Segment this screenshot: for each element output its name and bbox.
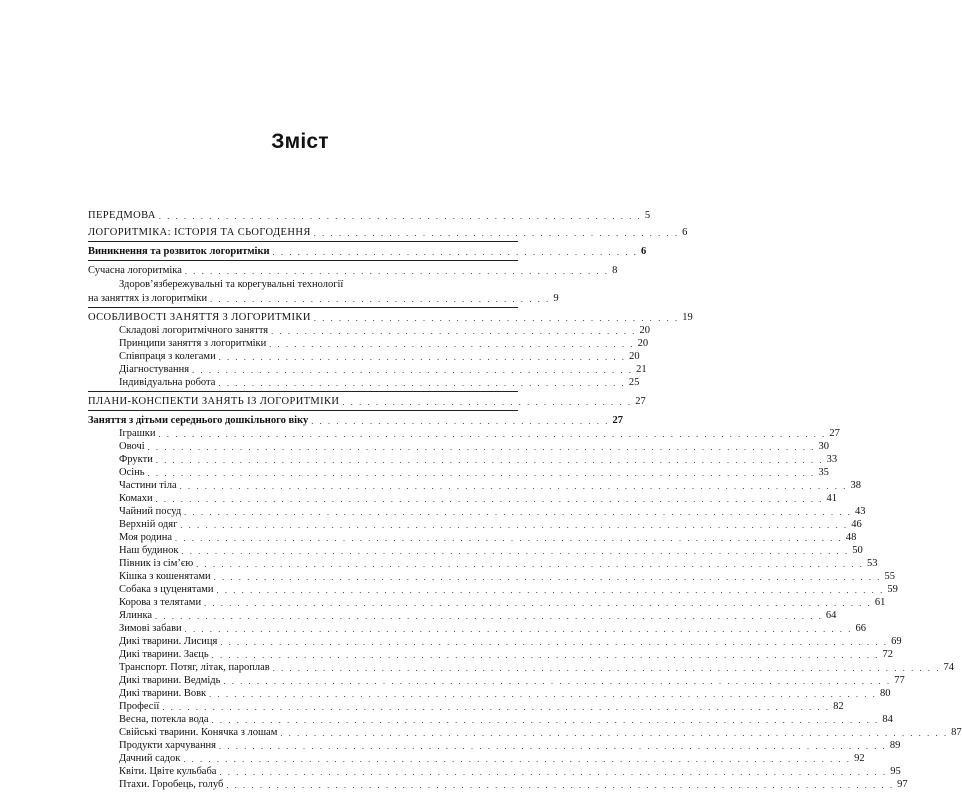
toc-page-number: 89 — [889, 740, 901, 751]
toc-entry[interactable] — [88, 376, 640, 389]
leader-dots: . . . . . . . . . . . . . . . . . . . . . . . . . . . . . . . . . . . . . . . . . . . . . . . . . . . . . . . . . . . . . . . . . . . . . . . . . . . . . . . . — [158, 430, 827, 439]
toc-entry[interactable] — [88, 395, 646, 408]
leader-dots: . . . . . . . . . . . . . . . . . . . . . . . . . . . . . . . . . . . . . . . . . . . . . . . . . . . . . . . . . . . . . . . . . . . . . . . . . . . . . . . . — [209, 690, 877, 699]
toc-entry-label: Дикі тварини. Заєць — [119, 649, 209, 660]
leader-dots: . . . . . . . . . . . . . . . . . . . . . . . . . . . . . . . . . . . . . . . . . . . . . . . . . . . . . . . . . . . . . . . . . . . . . . . . . . . . . . . . — [272, 664, 941, 673]
toc-entry-label: Корова з телятами — [119, 597, 202, 608]
toc-entry-label: Сучасна логоритміка — [88, 265, 182, 276]
leader-dots: . . . . . . . . . . . . . . . . . . . . . . . . . . . . . . . . . . . . . . . . . . . . . . . . . . . . . . . . . . . . . . . . . . . . . . . . . . . . . . . . — [179, 482, 848, 491]
toc-entry-label: Комахи — [119, 493, 153, 504]
toc-page-number: 97 — [897, 779, 908, 790]
leader-dots: . . . . . . . . . . . . . . . . . . . . . . . . . . . . . . . . . . . . . . . . . . . . . . . . . — [218, 379, 626, 388]
toc-entry[interactable] — [88, 583, 898, 596]
toc-entry-label: Частини тіла — [119, 480, 177, 491]
toc-entry[interactable] — [88, 492, 837, 505]
toc-entry-label: Осінь — [119, 467, 145, 478]
toc-entry-label: ОСОБЛИВОСТІ ЗАНЯТТЯ З ЛОГОРИТМІКИ — [88, 312, 311, 323]
toc-entry[interactable] — [88, 209, 651, 222]
toc-entry-label: Свійські тварини. Конячка з лошам — [119, 727, 278, 738]
toc-entry[interactable] — [88, 622, 866, 635]
toc-entry-label: Виникнення та розвиток логоритміки — [88, 246, 270, 257]
toc-entry-label: Дикі тварини. Вовк — [119, 688, 207, 699]
leader-dots: . . . . . . . . . . . . . . . . . . . . . . . . . . . . . . . . . . . . . . . . . . . . . . . . . . . . . . . . . . . . . . . . . . . . . . . . . . . . . . . . — [155, 612, 823, 621]
toc-entry-label: Принципи заняття з логоритміки — [119, 338, 267, 349]
leader-dots: . . . . . . . . . . . . . . . . . . . . . . . . . . . . . . . . . . . . . . . . . . . . — [313, 229, 680, 238]
toc-entry[interactable] — [88, 557, 878, 570]
toc-entry-label: Індивідуальна робота — [119, 377, 216, 388]
toc-page-number: 27 — [635, 396, 646, 407]
divider — [88, 410, 518, 411]
toc-entry-label: Весна, потекла вода — [119, 714, 209, 725]
leader-dots: . . . . . . . . . . . . . . . . . . . . . . . . . . . . . . . . . . . . . . . . . . . . . . . . . . . . . . . . . . . . . . . . . . . . . . . . . . . . . . . . — [155, 456, 824, 465]
toc-page-number: 6 — [640, 246, 647, 257]
toc-entry-label: Дикі тварини. Лисиця — [119, 636, 218, 647]
leader-dots: . . . . . . . . . . . . . . . . . . . . . . . . . . . . . . . . . . . — [342, 398, 633, 407]
toc-entry[interactable] — [88, 661, 955, 674]
toc-page-number: 35 — [818, 467, 829, 478]
leader-dots: . . . . . . . . . . . . . . . . . . . . . . . . . . . . . . . . . . . . . . . . . . . . . . . . . . . . . — [192, 366, 634, 375]
leader-dots: . . . . . . . . . . . . . . . . . . . . . . . . . . . . . . . . . . . . . . . . . — [210, 295, 551, 304]
leader-dots: . . . . . . . . . . . . . . . . . . . . . . . . . . . . . . . . . . . . . . . . . . . . . . . . . . . . . . . . . . . . . . . . . . . . . . . . . . . . . . . . — [147, 443, 816, 452]
toc-page-number: 69 — [891, 636, 902, 647]
leader-dots: . . . . . . . . . . . . . . . . . . . . . . . . . . . . . . . . . . . . . . . . . . . . . . . . . . . . . . . . . . . . . . . . . . . . . . . . . . . . . . . . — [162, 703, 831, 712]
toc-entry[interactable] — [88, 570, 895, 583]
toc-page-number: 30 — [818, 441, 829, 452]
toc-page-number: 20 — [629, 351, 640, 362]
toc-page-number: 64 — [825, 610, 837, 621]
leader-dots: . . . . . . . . . . . . . . . . . . . . . . . . . . . . . . . . . . . . . . . . . . . . . . . . . . . . . . . . . . . . . . . . . . . . . . . . . . . . . . . . — [184, 625, 853, 634]
toc-entry[interactable] — [88, 544, 863, 557]
leader-dots: . . . . . . . . . . . . . . . . . . . . . . . . . . . . . . . . . . . . . . . . . . . . . . . . . . . . . . . . . . . . . . . . . . . . . . . . . . . . . . . . — [183, 755, 852, 764]
toc-entry-label: Квіти. Цвіте кульбаба — [119, 766, 217, 777]
toc-entry-label-line2: на заняттях із логоритміки — [88, 293, 208, 304]
leader-dots: . . . . . . . . . . . . . . . . . . . . . . . . . . . . . . . . . . . . — [311, 417, 610, 426]
leader-dots: . . . . . . . . . . . . . . . . . . . . . . . . . . . . . . . . . . . . . . . . . . . . . . . . . . . . . . . . . . . . . . . . . . . . . . . . . . . . . . . . — [226, 781, 895, 790]
toc-entry-label: Продукти харчування — [119, 740, 217, 751]
leader-dots: . . . . . . . . . . . . . . . . . . . . . . . . . . . . . . . . . . . . . . . . . . . . . . . . . . . . . . . . . . . . . . . . . . . . . . . . . . . . . . . . — [147, 469, 816, 478]
toc-page-number: 20 — [639, 325, 651, 336]
toc-page-number: 9 — [553, 293, 559, 304]
toc-entry-label: Кішка з кошенятами — [119, 571, 211, 582]
leader-dots: . . . . . . . . . . . . . . . . . . . . . . . . . . . . . . . . . . . . . . . . . . . . — [271, 327, 637, 336]
toc-entry[interactable] — [88, 609, 837, 622]
leader-dots: . . . . . . . . . . . . . . . . . . . . . . . . . . . . . . . . . . . . . . . . . . . . — [313, 314, 680, 323]
toc-entry[interactable] — [88, 700, 844, 713]
toc-entry-label: Ялинка — [119, 610, 153, 621]
toc-entry-label: Фрукти — [119, 454, 153, 465]
toc-entry-label: Верхній одяг — [119, 519, 178, 530]
toc-page-number: 25 — [628, 377, 640, 388]
divider — [88, 307, 518, 308]
toc-entry-label: Транспорт. Потяг, літак, пароплав — [119, 662, 270, 673]
toc-page-number: 21 — [636, 364, 647, 375]
leader-dots: . . . . . . . . . . . . . . . . . . . . . . . . . . . . . . . . . . . . . . . . . . . . . . . . . . . . . . . . . . . . . . . . . . . . . . . . . . . . . . . . — [204, 599, 872, 608]
toc-entry[interactable] — [88, 479, 861, 492]
toc-entry[interactable] — [88, 453, 838, 466]
toc-entry[interactable] — [88, 278, 559, 305]
toc-page-number: 66 — [855, 623, 866, 634]
toc-entry[interactable] — [88, 337, 649, 350]
toc-entry-label: Професії — [119, 701, 160, 712]
toc-entry[interactable] — [88, 778, 908, 791]
toc-entry-label: Наш будинок — [119, 545, 179, 556]
leader-dots: . . . . . . . . . . . . . . . . . . . . . . . . . . . . . . . . . . . . . . . . . . . . . . . . . . . . . . . . . . . . . . . . . . . . . . . . . . . . . . . . — [184, 508, 852, 517]
divider — [88, 241, 518, 242]
toc-page-number: 72 — [882, 649, 893, 660]
toc-page-number: 27 — [829, 428, 840, 439]
leader-dots: . . . . . . . . . . . . . . . . . . . . . . . . . . . . . . . . . . . . . . . . . . . . . . . . . . . . . . . . . . . . . . . . . . . . . . . . . . . . . . . . — [223, 677, 892, 686]
leader-dots: . . . . . . . . . . . . . . . . . . . . . . . . . . . . . . . . . . . . . . . . . . . . . . . . . . . — [184, 267, 610, 276]
leader-dots: . . . . . . . . . . . . . . . . . . . . . . . . . . . . . . . . . . . . . . . . . . . . . . . . . — [218, 353, 627, 362]
leader-dots: . . . . . . . . . . . . . . . . . . . . . . . . . . . . . . . . . . . . . . . . . . . . . . . . . . . . . . . . . . . . . . . . . . . . . . . . . . . . . . . . — [175, 534, 843, 543]
toc-entry[interactable] — [88, 635, 902, 648]
toc-entry-label: Птахи. Горобець, голуб — [119, 779, 224, 790]
toc-entry[interactable] — [88, 363, 647, 376]
toc-entry[interactable] — [88, 226, 688, 239]
toc-page-number: 20 — [637, 338, 649, 349]
toc-entry-label: Заняття з дітьми середнього дошкільного віку — [88, 415, 309, 426]
toc-entry-label-line1: Здоров’язбережувальні та корегувальні технології — [119, 279, 344, 290]
leader-dots: . . . . . . . . . . . . . . . . . . . . . . . . . . . . . . . . . . . . . . . . . . . . . . . . . . . . . . . . . . . . . . . . . . . . . . . . . . . . . . . . — [219, 768, 888, 777]
toc-page-number: 59 — [887, 584, 898, 595]
leader-dots: . . . . . . . . . . . . . . . . . . . . . . . . . . . . . . . . . . . . . . . . . . . . . . . . . . . . . . . . . . . . . . . . . . . . . . . . . . . . . . . . — [180, 521, 849, 530]
toc-entry[interactable] — [88, 596, 886, 609]
leader-dots: . . . . . . . . . . . . . . . . . . . . . . . . . . . . . . . . . . . . . . . . . . . . — [272, 248, 638, 257]
leader-dots: . . . . . . . . . . . . . . . . . . . . . . . . . . . . . . . . . . . . . . . . . . . . . . . . . . . . . . . . . . . . . . . . . . . . . . . . . . . . . . . . — [181, 547, 850, 556]
toc-entry[interactable] — [88, 765, 901, 778]
toc-entry[interactable] — [88, 466, 829, 479]
toc-page-number: 87 — [951, 727, 962, 738]
toc-page-number: 80 — [879, 688, 891, 699]
toc-page-number: 27 — [612, 415, 623, 426]
toc-entry[interactable] — [88, 350, 640, 363]
toc-page-number: 82 — [833, 701, 844, 712]
leader-dots: . . . . . . . . . . . . . . . . . . . . . . . . . . . . . . . . . . . . . . . . . . . . . . . . . . . . . . . . . . . . . . . . . . . . . . . . . . . . . . . . — [216, 586, 885, 595]
toc-page-number: 61 — [874, 597, 886, 608]
toc-entry-label: Складові логоритмічного заняття — [119, 325, 269, 336]
leader-dots: . . . . . . . . . . . . . . . . . . . . . . . . . . . . . . . . . . . . . . . . . . . . . . . . . . . . . . . . . . . . . . . . . . . . . . . . . . . . . . . . — [280, 729, 949, 738]
leader-dots: . . . . . . . . . . . . . . . . . . . . . . . . . . . . . . . . . . . . . . . . . . . . . . . . . . . . . . . . . . . . . . . . . . . . . . . . . . . . . . . . — [155, 495, 824, 504]
toc-page-number: 6 — [682, 227, 688, 238]
toc-entry[interactable] — [88, 518, 862, 531]
toc-page-number: 77 — [894, 675, 905, 686]
divider — [88, 391, 518, 392]
toc-entry[interactable] — [88, 531, 857, 544]
page-title: Зміст — [271, 130, 329, 153]
table-of-contents — [88, 209, 962, 791]
toc-entry-label: Чайний посуд — [119, 506, 182, 517]
toc-entry[interactable] — [88, 245, 647, 258]
toc-entry-label: Зимові забави — [119, 623, 182, 634]
toc-page-number: 8 — [612, 265, 618, 276]
toc-page-number: 48 — [845, 532, 857, 543]
toc-entry-label: Собака з цуценятами — [119, 584, 214, 595]
toc-entry-label: ПЛАНИ-КОНСПЕКТИ ЗАНЯТЬ ІЗ ЛОГОРИТМІКИ — [88, 396, 340, 407]
toc-entry[interactable] — [88, 713, 893, 726]
toc-entry[interactable] — [88, 674, 905, 687]
toc-page-number: 74 — [943, 662, 955, 673]
toc-entry-label: Моя родина — [119, 532, 173, 543]
toc-entry-label: Дикі тварини. Ведмідь — [119, 675, 221, 686]
toc-entry[interactable] — [88, 687, 891, 700]
toc-entry-label: Півник із сім’єю — [119, 558, 194, 569]
toc-entry[interactable] — [88, 739, 901, 752]
toc-entry[interactable] — [88, 264, 618, 277]
toc-entry-label: ЛОГОРИТМІКА: ІСТОРІЯ ТА СЬОГОДЕННЯ — [88, 227, 311, 238]
sub-entry-list — [88, 427, 962, 791]
toc-entry-label: Діагностування — [119, 364, 190, 375]
toc-page-number: 43 — [854, 506, 866, 517]
toc-page-number: 46 — [851, 519, 862, 530]
leader-dots: . . . . . . . . . . . . . . . . . . . . . . . . . . . . . . . . . . . . . . . . . . . . . . . . . . . . . . . . . . . . . . . . . . . . . . . . . . . . . . . . — [211, 651, 880, 660]
toc-entry[interactable] — [88, 311, 693, 324]
leader-dots: . . . . . . . . . . . . . . . . . . . . . . . . . . . . . . . . . . . . . . . . . . . . . . . . . . . . . . . . . . . . . . . . . . . . . . . . . . . . . . . . — [219, 742, 887, 751]
leader-dots: . . . . . . . . . . . . . . . . . . . . . . . . . . . . . . . . . . . . . . . . . . . . . . . . . . . . . . . . . . — [158, 212, 642, 221]
toc-entry-label: Дачний садок — [119, 753, 181, 764]
toc-entry[interactable] — [88, 726, 962, 739]
divider — [88, 260, 518, 261]
toc-entry[interactable] — [88, 505, 866, 518]
toc-entry-label: Овочі — [119, 441, 145, 452]
toc-entry[interactable] — [88, 427, 840, 440]
toc-page-number: 5 — [644, 210, 651, 221]
toc-page-number: 84 — [882, 714, 893, 725]
toc-page-number: 55 — [884, 571, 895, 582]
leader-dots: . . . . . . . . . . . . . . . . . . . . . . . . . . . . . . . . . . . . . . . . . . . . . . . . . . . . . . . . . . . . . . . . . . . . . . . . . . . . . . . . — [213, 573, 882, 582]
toc-page-number: 95 — [890, 766, 901, 777]
leader-dots: . . . . . . . . . . . . . . . . . . . . . . . . . . . . . . . . . . . . . . . . . . . . . . . . . . . . . . . . . . . . . . . . . . . . . . . . . . . . . . . . — [211, 716, 880, 725]
toc-page-number: 19 — [682, 312, 693, 323]
toc-page-number: 50 — [852, 545, 863, 556]
toc-entry-label: Співпраця з колегами — [119, 351, 216, 362]
toc-page-number: 33 — [826, 454, 838, 465]
toc-entry[interactable] — [88, 752, 865, 765]
toc-entry[interactable] — [88, 414, 623, 427]
toc-entry[interactable] — [88, 440, 829, 453]
leader-dots: . . . . . . . . . . . . . . . . . . . . . . . . . . . . . . . . . . . . . . . . . . . . — [269, 340, 635, 349]
toc-page-number: 53 — [867, 558, 878, 569]
toc-entry[interactable] — [88, 324, 651, 337]
toc-entry-label: ПЕРЕДМОВА — [88, 210, 156, 221]
leader-dots: . . . . . . . . . . . . . . . . . . . . . . . . . . . . . . . . . . . . . . . . . . . . . . . . . . . . . . . . . . . . . . . . . . . . . . . . . . . . . . . . — [196, 560, 864, 569]
toc-page-number: 92 — [854, 753, 865, 764]
leader-dots: . . . . . . . . . . . . . . . . . . . . . . . . . . . . . . . . . . . . . . . . . . . . . . . . . . . . . . . . . . . . . . . . . . . . . . . . . . . . . . . . — [220, 638, 889, 647]
toc-entry[interactable] — [88, 648, 893, 661]
toc-page-number: 38 — [850, 480, 861, 491]
toc-page-number: 41 — [826, 493, 837, 504]
toc-entry-label: Іграшки — [119, 428, 156, 439]
